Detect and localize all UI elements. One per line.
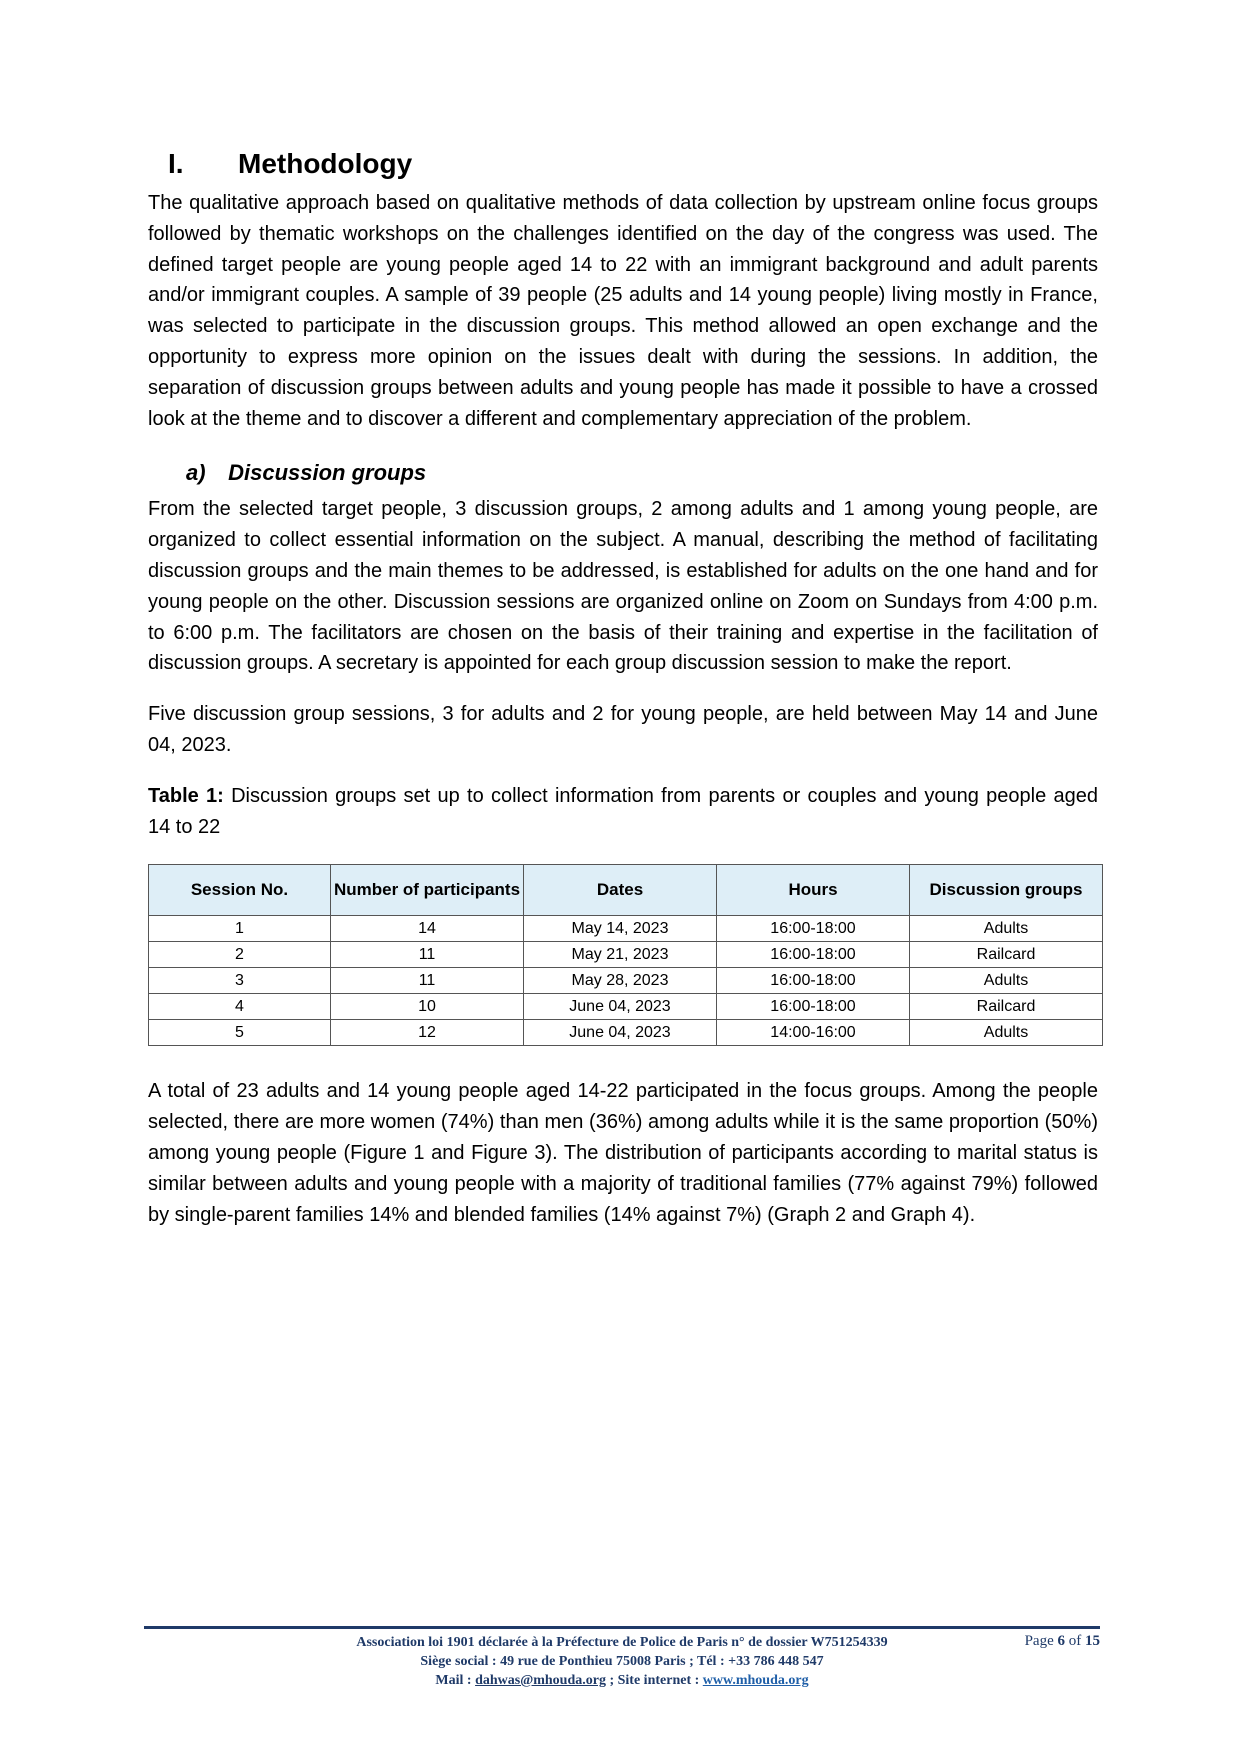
table-caption — [148, 781, 1098, 843]
discussion-paragraph-2: Five discussion group sessions, 3 for adults and 2 for young people, are held between May 14 and June 04, 2023. — [148, 703, 1098, 756]
closing-paragraph: A total of 23 adults and 14 young people aged 14-22 participated in the focus groups. Among the people selected, there are more women (74%) than men (36%) among adults while it is the same proportion (50%) among young people (Figure 1 and Figure 3). The distribution of participants according to marital status is similar between adults and young people with a majority of traditional families (77% against 79%) followed by single-parent families 14% and blended families (14% against 7%) (Graph 2 and Graph 4). — [148, 1080, 1098, 1226]
table-row — [149, 994, 1103, 1020]
site-label: ; Site internet : — [605, 1673, 703, 1688]
cell-group: Adults — [910, 968, 1103, 994]
header-session-no: Session No. — [149, 865, 331, 916]
table-row — [149, 916, 1103, 942]
cell-participants: 11 — [331, 968, 524, 994]
intro-paragraph: The qualitative approach based on qualitative methods of data collection by upstream online focus groups followed by thematic workshops on the challenges identified on the day of the congress was used. The defined target people are young people aged 14 to 22 with an immigrant background and adult parents and/or immigrant couples. A sample of 39 people (25 adults and 14 young people) living mostly in France, was selected to participate in the discussion groups. This method allowed an open exchange and the opportunity to express more opinion on the issues dealt with during the sessions. In addition, the separation of discussion groups between adults and young people has made it possible to have a crossed look at the theme and to discover a different and complementary appreciation of the problem. — [148, 192, 1098, 430]
cell-session: 3 — [149, 968, 331, 994]
cell-hours: 16:00-18:00 — [717, 942, 910, 968]
cell-date: June 04, 2023 — [524, 1020, 717, 1046]
table-caption-label: Table 1: — [148, 784, 224, 807]
header-hours: Hours — [717, 865, 910, 916]
header-dates: Dates — [524, 865, 717, 916]
footer-association-line: Association loi 1901 déclarée à la Préfecture de Police de Paris n° de dossier W751254339 — [356, 1635, 888, 1650]
footer-rule — [144, 1626, 1100, 1629]
discussion-paragraph-1: From the selected target people, 3 discussion groups, 2 among adults and 1 among young people, are organized to collect essential information on the subject. A manual, describing the method of facilitating discussion groups and the main themes to be addressed, is established for adults on the one hand and for young people on the other. Discussion sessions are organized online on Zoom on Sundays from 4:00 p.m. to 6:00 p.m. The facilitators are chosen on the basis of their training and expertise in the facilitation of discussion groups. A secretary is appointed for each group discussion session to make the report. — [148, 498, 1098, 675]
cell-group: Adults — [910, 916, 1103, 942]
table-header-row — [149, 865, 1103, 916]
subsection-number: a) — [186, 460, 206, 486]
page-footer — [144, 1626, 1100, 1690]
subsection-title: Discussion groups — [228, 460, 427, 486]
document-body — [148, 148, 1098, 1230]
subsection-heading — [148, 460, 1098, 486]
cell-group: Railcard — [910, 994, 1103, 1020]
page-total: 15 — [1085, 1633, 1100, 1649]
footer-contact-line — [222, 1671, 1022, 1690]
cell-hours: 16:00-18:00 — [717, 994, 910, 1020]
footer-address-line: Siège social : 49 rue de Ponthieu 75008 Paris ; Tél : +33 786 448 547 — [420, 1654, 824, 1669]
cell-session: 1 — [149, 916, 331, 942]
discussion-groups-table — [148, 864, 1103, 1046]
section-heading — [148, 148, 1098, 180]
cell-date: May 21, 2023 — [524, 942, 717, 968]
page-current: 6 — [1057, 1633, 1065, 1649]
section-number: I. — [168, 148, 184, 179]
page-word: Page — [1024, 1633, 1058, 1649]
cell-participants: 14 — [331, 916, 524, 942]
table-row — [149, 942, 1103, 968]
cell-group: Adults — [910, 1020, 1103, 1046]
cell-date: June 04, 2023 — [524, 994, 717, 1020]
cell-participants: 10 — [331, 994, 524, 1020]
cell-date: May 28, 2023 — [524, 968, 717, 994]
header-number-of-participants: Number of participants — [331, 865, 524, 916]
cell-participants: 12 — [331, 1020, 524, 1046]
table-row — [149, 968, 1103, 994]
email-link[interactable]: dahwas@mhouda.org — [475, 1673, 606, 1688]
website-link[interactable]: www.mhouda.org — [702, 1673, 809, 1688]
cell-session: 5 — [149, 1020, 331, 1046]
table-row — [149, 1020, 1103, 1046]
cell-hours: 16:00-18:00 — [717, 968, 910, 994]
page-number — [1025, 1633, 1100, 1650]
cell-date: May 14, 2023 — [524, 916, 717, 942]
cell-participants: 11 — [331, 942, 524, 968]
header-discussion-groups: Discussion groups — [910, 865, 1103, 916]
cell-session: 4 — [149, 994, 331, 1020]
section-title: Methodology — [238, 148, 413, 179]
mail-label: Mail : — [435, 1673, 476, 1688]
cell-session: 2 — [149, 942, 331, 968]
cell-group: Railcard — [910, 942, 1103, 968]
cell-hours: 16:00-18:00 — [717, 916, 910, 942]
page-of: of — [1065, 1633, 1085, 1649]
cell-hours: 14:00-16:00 — [717, 1020, 910, 1046]
table-caption-text: Discussion groups set up to collect information from parents or couples and young people aged 14 to 22 — [148, 784, 1098, 838]
